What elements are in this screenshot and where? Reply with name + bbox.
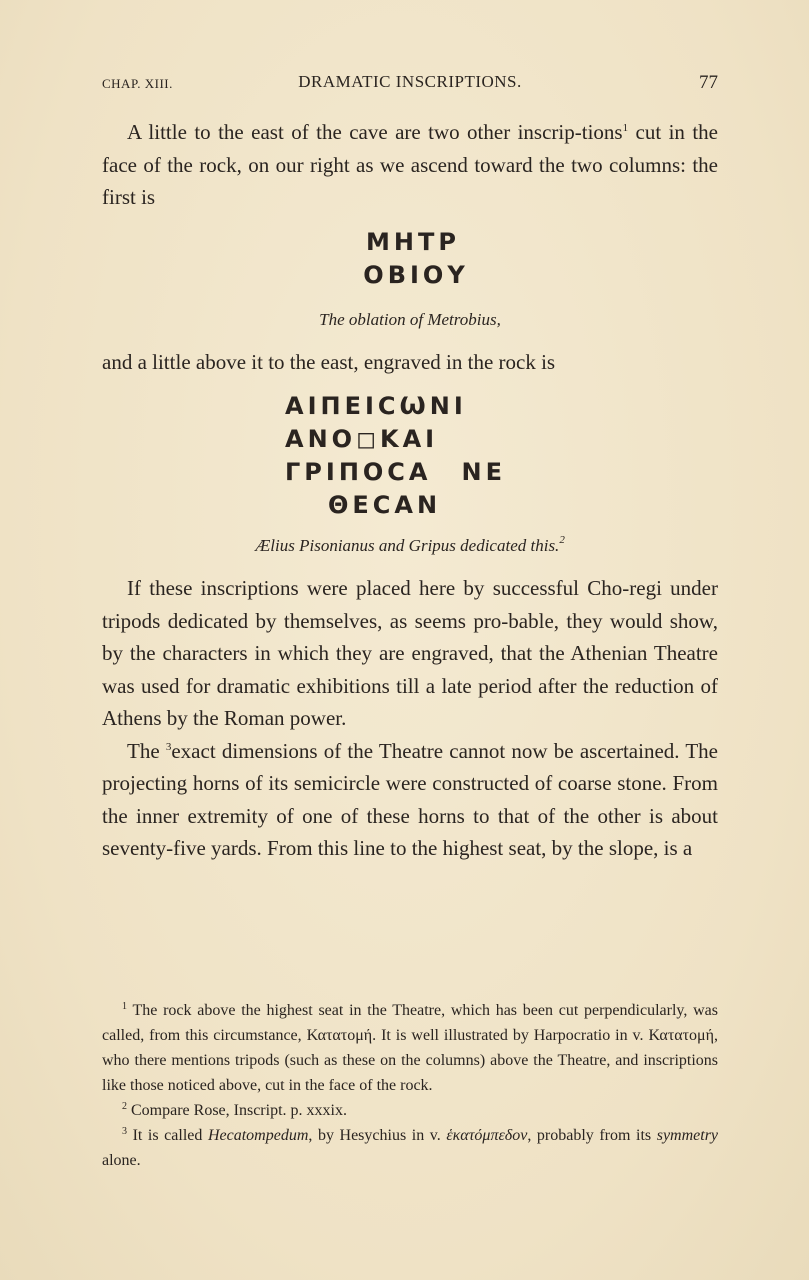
paragraph-4-text-cont: exact dimensions of the Theatre cannot now be ascertained. The projecting horns of its semicircle were constructed of coarse stone. From the inner extremity of one of these horns to that of the other is about seventy-five yards. From this line to the highest seat, by the slope, is a	[102, 738, 718, 860]
page-title: DRAMATIC INSCRIPTIONS.	[298, 72, 522, 91]
footnote-1-greek-2: Κατατομή	[648, 1027, 714, 1044]
inscription-2-line-3a: ΓΡΙΠΟϹΑ	[285, 458, 432, 486]
footnote-3-greek: ἑκατόμπεδον	[446, 1127, 528, 1144]
footnotes	[102, 998, 718, 1173]
footnote-ref-3: 3	[165, 740, 172, 753]
running-header	[102, 70, 718, 98]
footnote-3-text-3: , probably from its	[527, 1127, 657, 1144]
inscription-2-line-3b: ΝΕ	[461, 458, 506, 486]
footnote-3-italic-2: symmetry	[656, 1127, 719, 1144]
page-number: 77	[699, 72, 718, 93]
footnote-1-number: 1	[122, 1001, 127, 1012]
paragraph-1	[102, 116, 718, 214]
footnote-1-text: The rock above the highest seat in the Theatre, which has been cut perpendicularly, was called, from this circumstance,	[102, 1002, 718, 1044]
footnote-ref-2: 2	[559, 534, 565, 546]
footnote-3-text-2: , by Hesychius in v.	[308, 1127, 447, 1144]
footnote-3-italic: Hecatompedum	[207, 1127, 309, 1144]
inscription-2-caption	[102, 534, 718, 558]
main-text	[102, 116, 718, 865]
footnote-3-text: It is called	[127, 1127, 208, 1144]
paragraph-4	[102, 735, 718, 865]
paragraph-1-text: A little to the east of the cave are two other inscrip-tions	[127, 120, 623, 144]
footnote-1-greek: Κατατομή	[306, 1027, 373, 1044]
inscription-2-line-3	[102, 456, 718, 489]
footnote-2	[102, 1098, 718, 1123]
footnote-2-number: 2	[122, 1101, 127, 1112]
paragraph-3: If these inscriptions were placed here by successful Cho-regi under tripods dedicated by themselves, as seems pro-bable, they would show, by the characters in which they are engraved, that the Athenian Theatre was used for dramatic exhibitions till a late period after the reduction of Athens by the Roman power.	[102, 576, 718, 730]
chapter-label: CHAP. XIII.	[102, 76, 173, 91]
inscription-2-line-2: ΑΝΟ◻ΚΑΙ	[285, 425, 439, 453]
footnote-2-text: Compare Rose, Inscript. p. xxxix.	[127, 1102, 347, 1119]
footnote-3	[102, 1123, 718, 1173]
footnote-3-number: 3	[122, 1126, 127, 1137]
footnote-1-text-3: , who there mentions tripods (such as these on the columns) above the Theatre, and inscriptions like those noticed above, cut in the face of the rock.	[102, 1027, 718, 1094]
inscription-2-line-4: ΘΕϹΑΝ	[328, 491, 442, 519]
footnote-1	[102, 998, 718, 1098]
inscription-1-line-1: ΜΗΤΡ	[366, 227, 460, 256]
paragraph-2: and a little above it to the east, engraved in the rock is	[102, 349, 556, 374]
paragraph-1-text-cont: cut in the face of the rock, on our right as we ascend toward the two columns: the first is	[102, 120, 718, 209]
inscription-2-line-1: ΑΙΠΕΙϹѠΝΙ	[285, 392, 467, 420]
inscription-2-caption-text: Ælius Pisonianus and Gripus dedicated this.	[255, 536, 560, 555]
footnote-ref-1: 1	[622, 122, 629, 134]
inscription-1-caption: The oblation of Metrobius,	[319, 309, 501, 329]
footnote-1-text-2: . It is well illustrated by Harpocratio in v.	[372, 1027, 649, 1044]
paragraph-4-text: The	[127, 738, 166, 763]
inscription-1-line-2: ΟΒΙΟΥ	[363, 260, 469, 289]
footnote-3-text-4: alone.	[102, 1152, 141, 1169]
